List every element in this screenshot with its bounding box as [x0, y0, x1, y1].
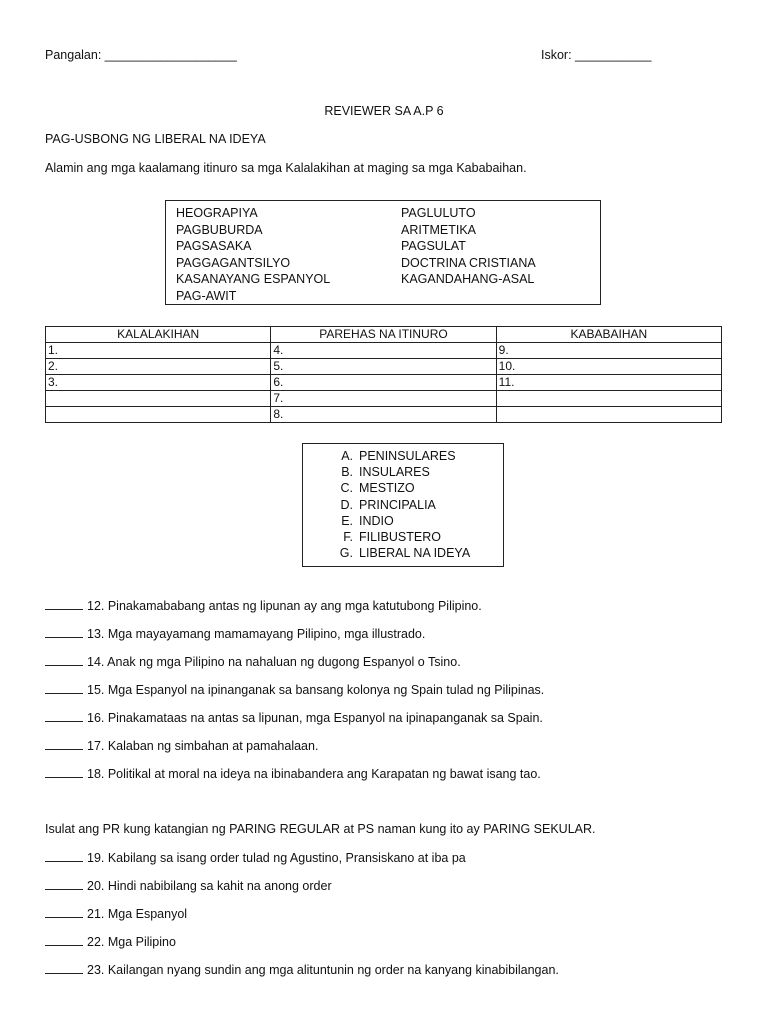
table-cell[interactable]	[46, 391, 271, 407]
choice-text: PENINSULARES	[359, 449, 456, 463]
word-bank-item: DOCTRINA CRISTIANA	[401, 255, 536, 270]
table-cell[interactable]: 8.	[271, 407, 496, 423]
name-field-label: Pangalan: ___________________	[45, 48, 237, 62]
choice-text: INSULARES	[359, 465, 430, 480]
answer-blank[interactable]	[45, 682, 83, 694]
question-item	[45, 710, 543, 725]
word-bank	[165, 200, 601, 305]
answer-blank[interactable]	[45, 626, 83, 638]
choice-text: INDIO	[359, 513, 394, 528]
choice-text: LIBERAL NA IDEYA	[359, 546, 471, 561]
word-bank-item: PAGGAGANTSILYO	[176, 255, 291, 270]
word-bank-item: ARITMETIKA	[401, 222, 477, 237]
answer-blank[interactable]	[45, 654, 83, 666]
table-cell[interactable]: 5.	[271, 359, 496, 375]
choice-item	[303, 448, 503, 464]
question-item	[45, 654, 461, 669]
table-cell[interactable]: 10.	[496, 359, 721, 375]
question-item	[45, 906, 187, 921]
answer-blank[interactable]	[45, 850, 83, 862]
choice-text: PRINCIPALIA	[359, 497, 436, 512]
word-bank-left-column	[176, 205, 330, 305]
question-text: 17. Kalaban ng simbahan at pamahalaan.	[87, 739, 319, 753]
choice-letter: C.	[340, 481, 353, 496]
question-item	[45, 766, 541, 781]
table-cell[interactable]: 4.	[271, 343, 496, 359]
word-bank-item: KASANAYANG ESPANYOL	[176, 272, 331, 287]
question-item	[45, 598, 482, 613]
word-bank-right-column	[401, 205, 536, 288]
choices-box	[302, 443, 504, 567]
choice-item	[303, 480, 503, 496]
choice-item	[303, 529, 503, 545]
question-text: 21. Mga Espanyol	[87, 907, 188, 921]
choice-item	[303, 513, 503, 529]
question-item	[45, 850, 466, 865]
table-row	[46, 407, 722, 423]
choice-item	[303, 545, 503, 561]
column-header-kababaihan: KABABAIHAN	[496, 327, 721, 343]
word-bank-item: PAGLULUTO	[401, 206, 476, 220]
question-text: 19. Kabilang sa isang order tulad ng Agustino, Pransiskano at iba pa	[87, 851, 466, 865]
question-text: 18. Politikal at moral na ideya na ibinabandera ang Karapatan ng bawat isang tao.	[87, 767, 541, 781]
choice-letter: F.	[343, 530, 353, 545]
table-cell[interactable]: 1.	[46, 343, 271, 359]
table-row	[46, 343, 722, 359]
table-row	[46, 375, 722, 391]
choice-letter: G.	[339, 546, 353, 561]
table-cell[interactable]: 9.	[496, 343, 721, 359]
question-text: 15. Mga Espanyol na ipinanganak sa bansang kolonya ng Spain tulad ng Pilipinas.	[87, 683, 545, 697]
question-text: 20. Hindi nabibilang sa kahit na anong order	[87, 879, 332, 893]
word-bank-item: HEOGRAPIYA	[176, 206, 258, 220]
question-text: 23. Kailangan nyang sundin ang mga alituntunin ng order na kanyang kinabibilangan.	[87, 963, 559, 977]
question-item	[45, 934, 176, 949]
question-item	[45, 682, 544, 697]
choice-letter: A.	[341, 449, 353, 463]
question-text: 13. Mga mayayamang mamamayang Pilipino, mga illustrado.	[87, 627, 426, 641]
answer-blank[interactable]	[45, 962, 83, 974]
answer-blank[interactable]	[45, 934, 83, 946]
choice-letter: D.	[340, 497, 353, 512]
question-item	[45, 878, 332, 893]
instruction-text: Alamin ang mga kaalamang itinuro sa mga Kalalakihan at maging sa mga Kababaihan.	[45, 161, 527, 175]
table-cell[interactable]	[496, 391, 721, 407]
answer-blank[interactable]	[45, 598, 83, 610]
question-text: 14. Anak ng mga Pilipino na nahaluan ng dugong Espanyol o Tsino.	[87, 655, 461, 669]
answer-blank[interactable]	[45, 878, 83, 890]
answer-blank[interactable]	[45, 906, 83, 918]
table-header-row	[46, 327, 722, 343]
choice-item	[303, 464, 503, 480]
score-field-label: Iskor: ___________	[541, 48, 652, 62]
instruction-text-2: Isulat ang PR kung katangian ng PARING REGULAR at PS naman kung ito ay PARING SEKULAR.	[45, 822, 596, 836]
question-text: 22. Mga Pilipino	[87, 935, 176, 949]
choice-letter: B.	[341, 465, 353, 480]
answer-blank[interactable]	[45, 738, 83, 750]
table-cell[interactable]: 3.	[46, 375, 271, 391]
answer-table	[45, 326, 722, 423]
question-text: 12. Pinakamababang antas ng lipunan ay ang mga katutubong Pilipino.	[87, 599, 482, 613]
table-row	[46, 359, 722, 375]
choice-item	[303, 497, 503, 513]
question-item	[45, 962, 559, 977]
table-cell[interactable]	[496, 407, 721, 423]
word-bank-item: PAGSASAKA	[176, 239, 252, 254]
word-bank-item: PAG-AWIT	[176, 288, 237, 303]
column-header-parehas: PAREHAS NA ITINURO	[271, 327, 496, 343]
page-title: REVIEWER SA A.P 6	[324, 104, 444, 118]
section-title: PAG-USBONG NG LIBERAL NA IDEYA	[45, 132, 266, 146]
question-text: 16. Pinakamataas na antas sa lipunan, mga Espanyol na ipinapanganak sa Spain.	[87, 711, 543, 725]
word-bank-item: PAGBUBURDA	[176, 222, 263, 237]
table-cell[interactable]: 7.	[271, 391, 496, 407]
answer-blank[interactable]	[45, 710, 83, 722]
table-cell[interactable]: 11.	[496, 375, 721, 391]
column-header-kalalakihan: KALALAKIHAN	[46, 327, 271, 343]
table-cell[interactable]: 2.	[46, 359, 271, 375]
choice-text: MESTIZO	[359, 481, 415, 496]
table-cell[interactable]	[46, 407, 271, 423]
choice-text: FILIBUSTERO	[359, 530, 441, 545]
table-cell[interactable]: 6.	[271, 375, 496, 391]
table-row	[46, 391, 722, 407]
question-item	[45, 738, 318, 753]
question-item	[45, 626, 425, 641]
word-bank-item: PAGSULAT	[401, 239, 466, 254]
word-bank-item: KAGANDAHANG-ASAL	[401, 272, 535, 287]
choice-letter: E.	[341, 513, 353, 528]
answer-blank[interactable]	[45, 766, 83, 778]
